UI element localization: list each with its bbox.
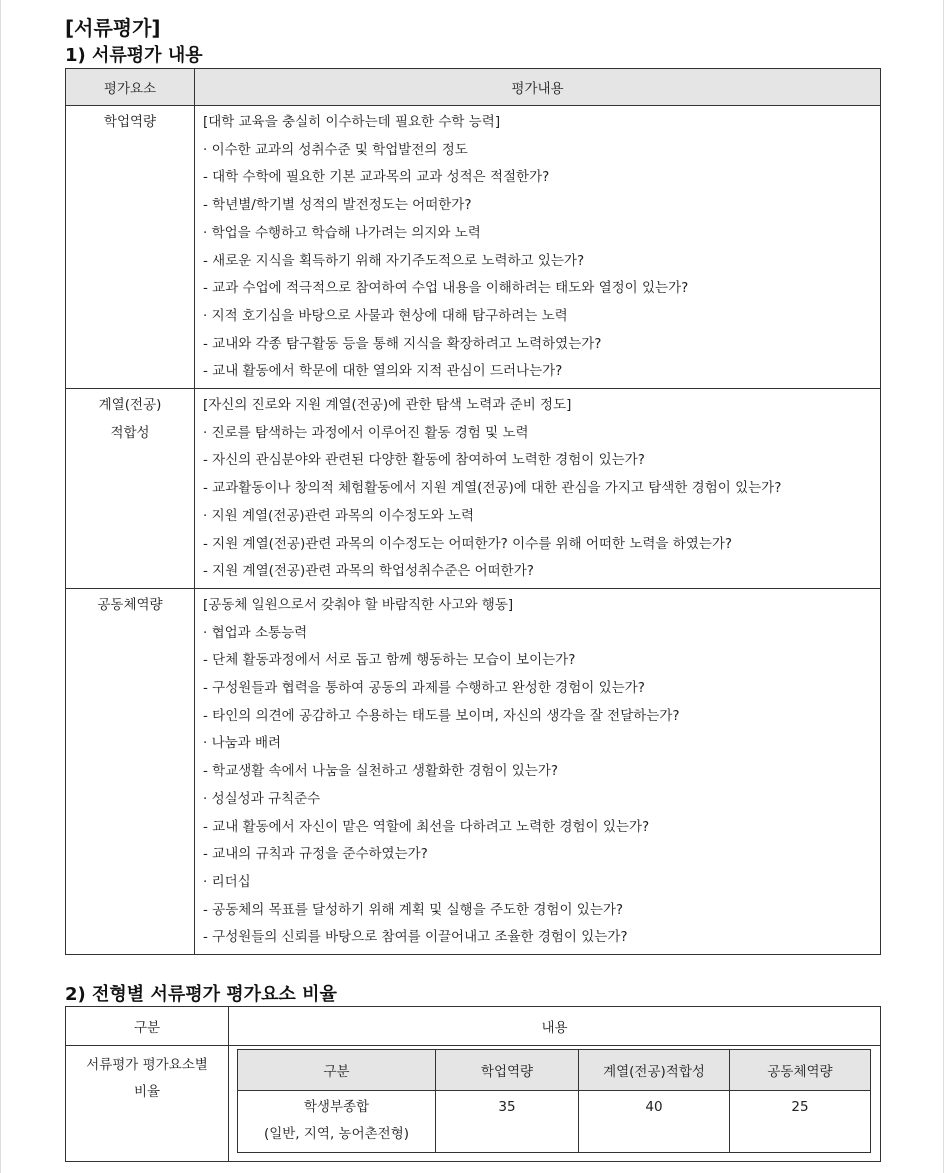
criteria-item: - 자신의 관심분야와 관련된 다양한 활동에 참여하여 노력한 경험이 있는가? xyxy=(203,452,645,469)
criteria-item: [공동체 일원으로서 갖춰야 할 바람직한 사고와 행동] xyxy=(203,596,514,613)
criteria-item: · 진로를 탐색하는 과정에서 이루어진 활동 경험 및 노력 xyxy=(203,424,529,441)
page-title: [서류평가] xyxy=(65,16,161,40)
admission-type-name: 학생부종합 xyxy=(303,1099,370,1115)
category-cell xyxy=(66,106,195,389)
items-cell xyxy=(195,588,881,954)
criteria-item: - 공동체의 목표를 달성하기 위해 계획 및 실행을 주도한 경험이 있는가? xyxy=(203,901,624,918)
section2-heading: 2) 전형별 서류평가 평가요소 비율 xyxy=(65,984,337,1005)
category-label: 적합성 xyxy=(110,424,150,441)
items-cell xyxy=(195,106,881,389)
criteria-item: - 학년별/학기별 성적의 발전정도는 어떠한가? xyxy=(203,197,472,214)
criteria-item: - 교내의 규칙과 규정을 준수하였는가? xyxy=(203,846,428,863)
items-cell xyxy=(195,389,881,589)
ratio-table xyxy=(65,1006,881,1162)
criteria-item: - 타인의 의견에 공감하고 수용하는 태도를 보이며, 자신의 생각을 잘 전달하는가? xyxy=(203,707,680,724)
row-label xyxy=(66,1046,229,1162)
inner-header: 계열(전공)적합성 xyxy=(579,1050,730,1091)
criteria-item: · 지적 호기심을 바탕으로 사물과 현상에 대해 탐구하려는 노력 xyxy=(203,307,568,324)
row-label-line: 서류평가 평가요소별 xyxy=(86,1057,208,1073)
category-label: 학업역량 xyxy=(103,114,157,130)
row-label-line: 비율 xyxy=(133,1084,161,1100)
header-content: 내용 xyxy=(229,1007,881,1046)
criteria-item: - 지원 계열(전공)관련 과목의 이수정도는 어떠한가? 이수를 위해 어떠한 노력을 하였는가? xyxy=(203,535,733,552)
category-label: 공동체역량 xyxy=(97,596,163,613)
criteria-item: · 협업과 소통능력 xyxy=(203,624,308,641)
criteria-item: [대학 교육을 충실히 이수하는데 필요한 수학 능력] xyxy=(203,114,501,130)
criteria-item: · 리더십 xyxy=(203,873,251,890)
criteria-item: - 교과 수업에 적극적으로 참여하여 수업 내용을 이해하려는 태도와 열정이 있는가? xyxy=(203,280,689,297)
criteria-item: - 구성원들과 협력을 통하여 공동의 과제를 수행하고 완성한 경험이 있는가? xyxy=(203,680,645,697)
inner-header: 구분 xyxy=(238,1050,436,1091)
value-major-fit: 40 xyxy=(579,1091,730,1153)
criteria-item: · 이수한 교과의 성취수준 및 학업발전의 정도 xyxy=(203,141,468,158)
value-academic: 35 xyxy=(436,1091,579,1153)
admission-type-detail: (일반, 지역, 농어촌전형) xyxy=(263,1126,410,1142)
section1-heading: 1) 서류평가 내용 xyxy=(65,45,203,66)
inner-header: 학업역량 xyxy=(436,1050,579,1091)
criteria-item: - 단체 활동과정에서 서로 돕고 함께 행동하는 모습이 보이는가? xyxy=(203,652,576,669)
inner-cell xyxy=(229,1046,881,1162)
category-label: 계열(전공) xyxy=(98,397,162,414)
category-cell xyxy=(66,389,195,589)
criteria-item: - 구성원들의 신뢰를 바탕으로 참여를 이끌어내고 조율한 경험이 있는가? xyxy=(203,929,628,946)
criteria-item: [자신의 진로와 지원 계열(전공)에 관한 탐색 노력과 준비 정도] xyxy=(203,397,572,414)
evaluation-content-table xyxy=(65,68,881,955)
criteria-item: - 교과활동이나 창의적 체험활동에서 지원 계열(전공)에 대한 관심을 가지고 탐색한 경험이 있는가? xyxy=(203,480,782,497)
criteria-item: - 교내와 각종 탐구활동 등을 통해 지식을 확장하려고 노력하였는가? xyxy=(203,335,602,352)
inner-header: 공동체역량 xyxy=(730,1050,871,1091)
criteria-item: - 교내 활동에서 자신이 맡은 역할에 최선을 다하려고 노력한 경험이 있는가? xyxy=(203,818,650,835)
criteria-item: · 학업을 수행하고 학습해 나가려는 의지와 노력 xyxy=(203,224,481,241)
header-category: 구분 xyxy=(66,1007,229,1046)
criteria-item: · 나눔과 배려 xyxy=(203,735,282,752)
table-row xyxy=(66,106,881,389)
criteria-item: · 성실성과 규칙준수 xyxy=(203,790,321,807)
criteria-item: - 교내 활동에서 학문에 대한 열의와 지적 관심이 드러나는가? xyxy=(203,363,563,380)
table-row xyxy=(66,389,881,589)
category-cell xyxy=(66,588,195,954)
criteria-item: · 지원 계열(전공)관련 과목의 이수정도와 노력 xyxy=(203,507,475,524)
criteria-item: - 대학 수학에 필요한 기본 교과목의 교과 성적은 적절한가? xyxy=(203,169,550,186)
criteria-item: - 학교생활 속에서 나눔을 실천하고 생활화한 경험이 있는가? xyxy=(203,763,559,780)
header-element: 평가요소 xyxy=(66,69,195,106)
value-community: 25 xyxy=(730,1091,871,1153)
table-row xyxy=(66,588,881,954)
ratio-inner-table xyxy=(237,1049,871,1153)
criteria-item: - 새로운 지식을 획득하기 위해 자기주도적으로 노력하고 있는가? xyxy=(203,252,585,269)
header-content: 평가내용 xyxy=(195,69,881,106)
criteria-item: - 지원 계열(전공)관련 과목의 학업성취수준은 어떠한가? xyxy=(203,563,534,580)
admission-type xyxy=(238,1091,436,1153)
